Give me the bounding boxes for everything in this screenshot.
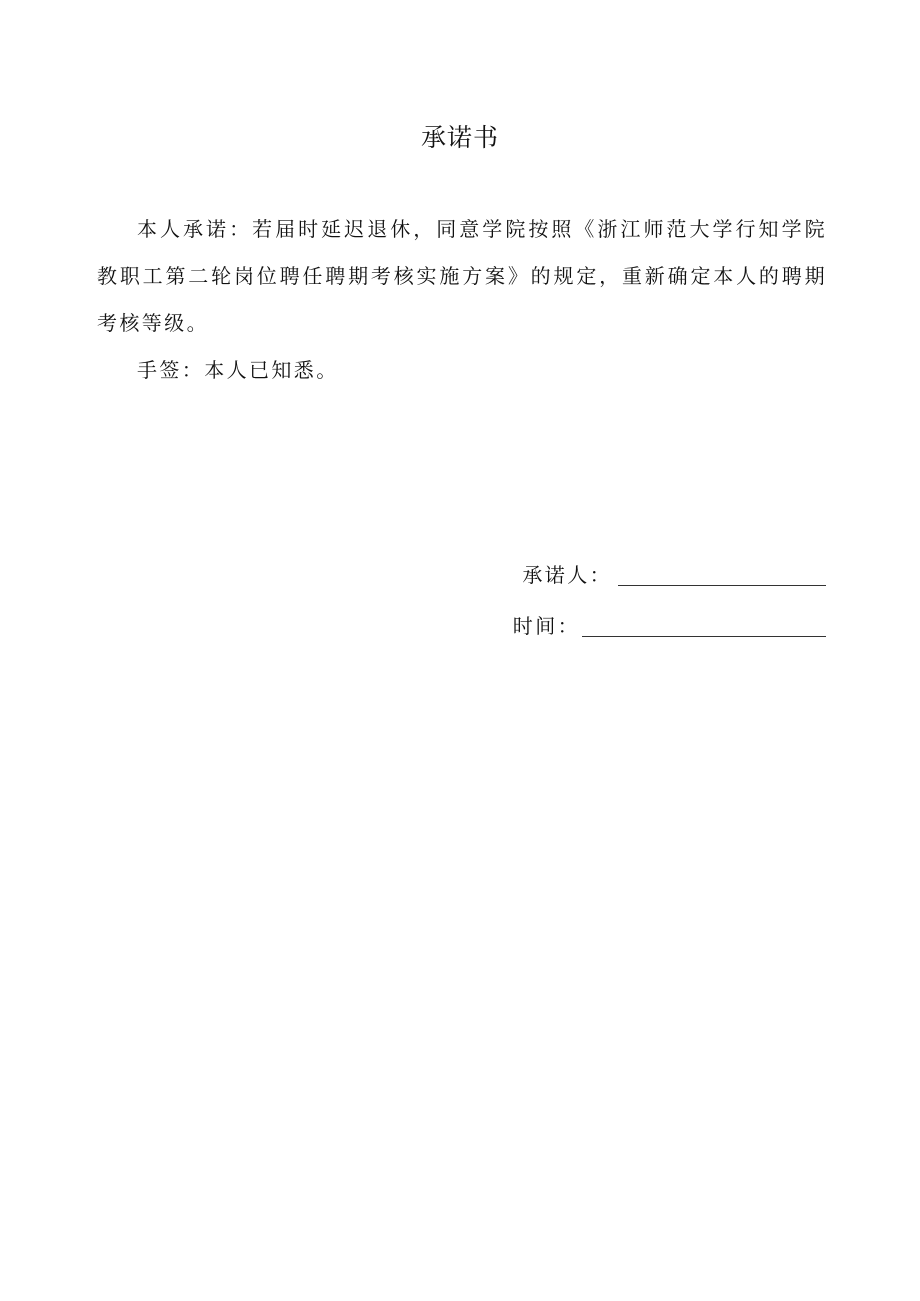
promiser-label: 承诺人： <box>522 563 612 587</box>
promiser-signature-line <box>618 563 826 586</box>
document-title: 承诺书 <box>420 123 499 152</box>
promiser-signature-row <box>522 560 826 590</box>
document-body <box>97 206 827 394</box>
handwritten-acknowledgement: 手签：本人已知悉。 <box>137 358 339 382</box>
date-label: 时间： <box>512 614 580 638</box>
date-signature-row <box>513 611 826 641</box>
commitment-paragraph: 本人承诺：若届时延迟退休，同意学院按照《浙江师范大学行知学院教职工第二轮岗位聘任聘期考核实施方案》的规定，重新确定本人的聘期考核等级。 <box>97 217 827 335</box>
date-signature-line <box>582 614 826 637</box>
